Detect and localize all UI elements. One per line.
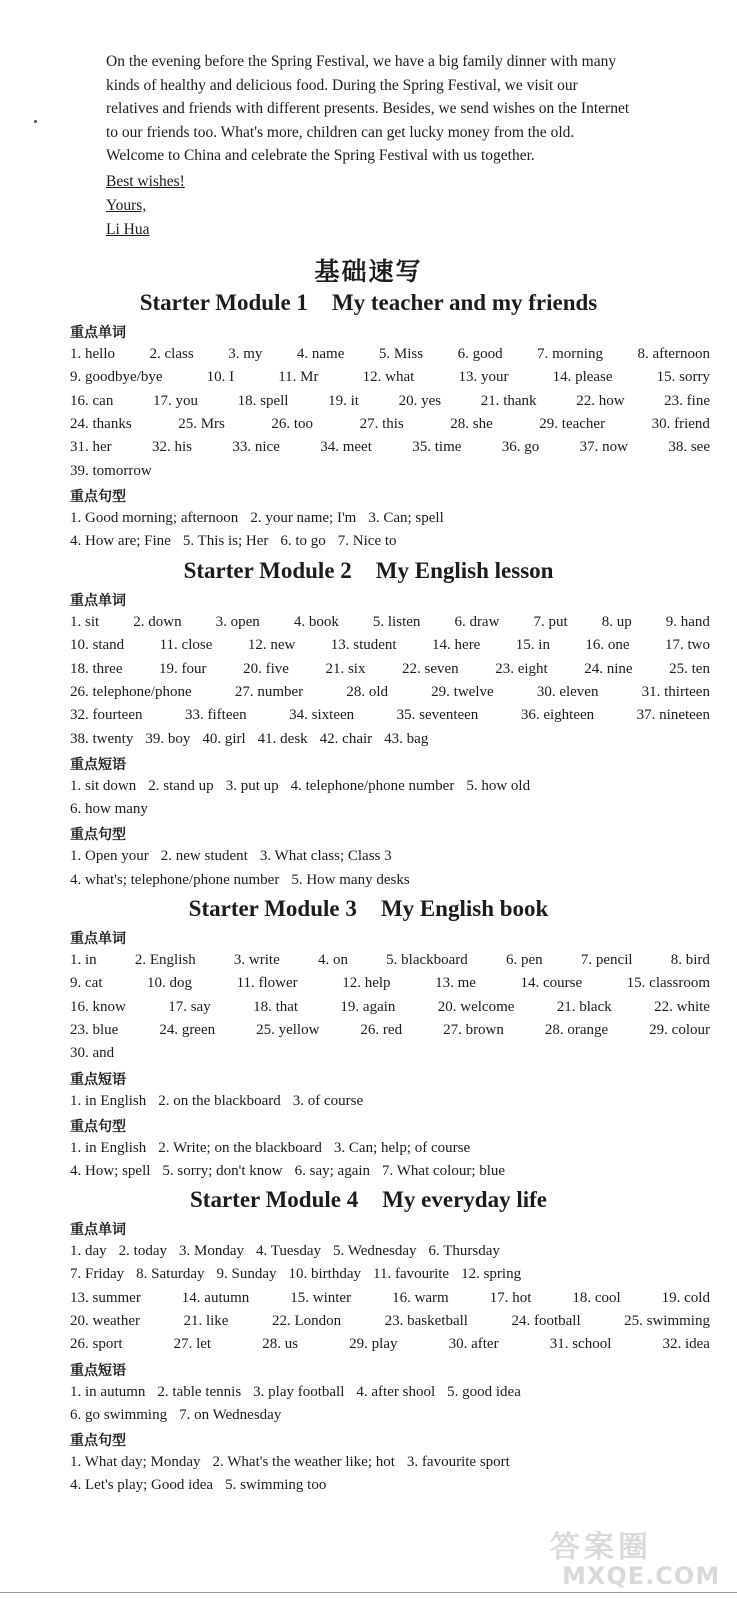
module-number: Starter Module 2 bbox=[183, 558, 352, 583]
module-number: Starter Module 1 bbox=[139, 290, 308, 315]
answer-line bbox=[70, 463, 710, 480]
answer-item: 36. eighteen bbox=[520, 707, 595, 724]
answer-item: 39. boy bbox=[145, 730, 191, 747]
module-name: My everyday life bbox=[382, 1187, 547, 1212]
answer-line bbox=[70, 346, 710, 363]
section-heading: 重点短语 bbox=[70, 1362, 126, 1379]
answer-item: 29. twelve bbox=[431, 683, 494, 700]
answer-item: 16. can bbox=[70, 392, 114, 409]
answer-item: 35. seventeen bbox=[396, 707, 479, 724]
answer-item: 7. put bbox=[533, 614, 568, 630]
answer-item: 31. her bbox=[70, 439, 112, 456]
answer-item: 13. summer bbox=[70, 1289, 141, 1306]
answer-item: 28. orange bbox=[544, 1021, 609, 1038]
answer-item: 22. London bbox=[271, 1312, 342, 1329]
answer-item: 5. good idea bbox=[447, 1383, 521, 1400]
answer-item: 5. How many desks bbox=[291, 871, 410, 888]
answer-item: 24. thanks bbox=[70, 415, 132, 432]
answer-item: 2. stand up bbox=[148, 777, 214, 794]
section-heading: 重点单词 bbox=[70, 931, 126, 947]
answer-item: 7. pencil bbox=[580, 952, 633, 968]
answer-item: 9. cat bbox=[70, 975, 103, 992]
answer-item: 32. fourteen bbox=[70, 707, 143, 724]
answer-item: 2. today bbox=[118, 1243, 167, 1259]
answer-line bbox=[70, 975, 710, 992]
answer-item: 19. again bbox=[340, 998, 396, 1015]
closing-line: Best wishes! bbox=[106, 173, 185, 190]
answer-item: 17. you bbox=[152, 392, 198, 409]
answer-item: 36. go bbox=[501, 439, 540, 456]
module-number: Starter Module 3 bbox=[188, 896, 357, 921]
answer-line bbox=[70, 1163, 710, 1180]
answer-item: 2. English bbox=[134, 952, 196, 968]
answer-line bbox=[70, 707, 710, 724]
answer-item: 15. in bbox=[515, 637, 550, 654]
section-heading: 重点句型 bbox=[70, 827, 126, 844]
answer-item: 2. new student bbox=[160, 848, 248, 865]
answer-item: 19. four bbox=[159, 660, 207, 677]
answer-line bbox=[70, 999, 710, 1016]
answer-item: 17. two bbox=[665, 637, 710, 654]
answer-item: 28. she bbox=[450, 415, 493, 432]
answer-item: 8. Saturday bbox=[136, 1266, 205, 1283]
answer-item: 14. autumn bbox=[181, 1289, 250, 1306]
answer-item: 2. table tennis bbox=[157, 1383, 242, 1400]
answer-item: 21. six bbox=[325, 660, 366, 677]
answer-item: 19. it bbox=[328, 392, 359, 409]
answer-item: 4. after shool bbox=[356, 1383, 436, 1400]
answer-item: 37. now bbox=[579, 439, 628, 456]
module-name: My English lesson bbox=[375, 558, 554, 583]
answer-line bbox=[70, 369, 710, 386]
answer-item: 18. that bbox=[253, 998, 299, 1015]
answer-line bbox=[70, 1384, 710, 1401]
answer-item: 3. put up bbox=[225, 777, 279, 794]
letter-line: Welcome to China and celebrate the Spring Festival with us together. bbox=[106, 147, 535, 164]
answer-item: 41. desk bbox=[257, 730, 308, 747]
answer-item: 23. basketball bbox=[384, 1312, 468, 1329]
answer-item: 5. how old bbox=[466, 777, 531, 794]
answer-item: 1. Open your bbox=[70, 848, 149, 865]
answer-item: 7. Nice to bbox=[337, 533, 397, 550]
answer-item: 15. classroom bbox=[626, 975, 710, 992]
answer-item: 17. hot bbox=[489, 1289, 532, 1306]
answer-item: 1. day bbox=[70, 1243, 107, 1259]
answer-item: 7. on Wednesday bbox=[179, 1406, 282, 1423]
answer-item: 6. pen bbox=[506, 952, 543, 968]
answer-item: 16. warm bbox=[392, 1289, 449, 1306]
answer-item: 3. open bbox=[215, 614, 260, 630]
section-heading: 重点句型 bbox=[70, 488, 126, 505]
answer-item: 2. What's the weather like; hot bbox=[212, 1454, 395, 1471]
answer-line bbox=[70, 416, 710, 433]
answer-item: 5. Wednesday bbox=[333, 1243, 417, 1259]
answer-item: 9. goodbye/bye bbox=[70, 369, 163, 386]
answer-item: 8. bird bbox=[670, 952, 710, 968]
section-heading: 重点单词 bbox=[70, 1222, 126, 1238]
answer-item: 26. sport bbox=[70, 1336, 123, 1353]
watermark-logo bbox=[540, 1522, 730, 1594]
answer-item: 2. Write; on the blackboard bbox=[158, 1139, 322, 1156]
answer-item: 33. fifteen bbox=[185, 707, 247, 724]
answer-item: 4. name bbox=[296, 346, 345, 362]
answer-item: 29. play bbox=[349, 1336, 398, 1353]
letter-line: kinds of healthy and delicious food. During the Spring Festival, we visit our bbox=[106, 76, 578, 94]
answer-item: 23. blue bbox=[70, 1021, 119, 1038]
answer-item: 27. number bbox=[234, 683, 304, 700]
answer-item: 15. winter bbox=[290, 1289, 352, 1306]
answer-item: 1. in autumn bbox=[70, 1383, 146, 1400]
answer-item: 37. nineteen bbox=[636, 707, 710, 724]
answer-item: 4. Let's play; Good idea bbox=[70, 1477, 214, 1494]
section-heading: 重点短语 bbox=[70, 1071, 126, 1088]
answer-item: 31. school bbox=[549, 1336, 612, 1353]
answer-item: 1. What day; Monday bbox=[70, 1454, 201, 1471]
answer-item: 4. book bbox=[293, 614, 339, 630]
answer-item: 10. birthday bbox=[288, 1266, 361, 1283]
answer-line bbox=[70, 1477, 710, 1494]
answer-item: 30. and bbox=[70, 1045, 115, 1062]
answer-line bbox=[70, 1336, 710, 1353]
answer-item: 24. nine bbox=[584, 660, 633, 677]
answer-item: 33. nice bbox=[232, 439, 280, 456]
module-title bbox=[0, 558, 737, 584]
answer-item: 14. please bbox=[552, 369, 613, 386]
answer-item: 19. cold bbox=[661, 1289, 710, 1306]
answer-item: 3. Can; help; of course bbox=[333, 1139, 471, 1156]
answer-item: 2. your name; I'm bbox=[250, 509, 357, 526]
answer-item: 11. Mr bbox=[278, 369, 319, 386]
answer-item: 20. five bbox=[243, 660, 289, 677]
letter-line: relatives and friends with different presents. Besides, we send wishes on the Internet bbox=[106, 100, 630, 117]
answer-item: 39. tomorrow bbox=[70, 462, 152, 479]
answer-item: 1. hello bbox=[70, 346, 115, 362]
answer-line bbox=[70, 510, 710, 527]
answer-item: 1. in English bbox=[70, 1092, 147, 1109]
answer-item: 25. swimming bbox=[624, 1312, 710, 1329]
answer-item: 13. student bbox=[330, 637, 397, 654]
answer-item: 1. in bbox=[70, 952, 97, 968]
answer-item: 7. What colour; blue bbox=[382, 1163, 506, 1180]
answer-item: 17. say bbox=[168, 998, 211, 1015]
answer-item: 28. old bbox=[346, 683, 388, 700]
answer-item: 13. your bbox=[458, 369, 509, 386]
section-heading: 重点短语 bbox=[70, 756, 126, 773]
answer-item: 1. Good morning; afternoon bbox=[70, 509, 239, 526]
answer-item: 12. help bbox=[342, 975, 391, 992]
answer-item: 1. sit down bbox=[70, 777, 137, 794]
answer-item: 38. see bbox=[668, 439, 710, 456]
bottom-rule bbox=[0, 1592, 737, 1593]
answer-item: 3. What class; Class 3 bbox=[259, 848, 392, 865]
signature-name: Li Hua bbox=[106, 221, 150, 238]
answer-item: 12. spring bbox=[461, 1266, 522, 1283]
answer-item: 4. what's; telephone/phone number bbox=[70, 871, 280, 888]
answer-item: 15. sorry bbox=[656, 369, 710, 386]
answer-item: 4. telephone/phone number bbox=[290, 777, 455, 794]
answer-line bbox=[70, 684, 710, 701]
answer-item: 25. yellow bbox=[256, 1021, 320, 1038]
answer-item: 12. what bbox=[362, 369, 415, 386]
answer-item: 29. teacher bbox=[539, 415, 606, 432]
answer-line bbox=[70, 1290, 710, 1307]
letter-signature bbox=[106, 170, 185, 242]
answer-item: 43. bag bbox=[384, 730, 429, 747]
answer-item: 6. good bbox=[457, 346, 503, 362]
answer-item: 22. white bbox=[654, 998, 710, 1015]
answer-item: 18. three bbox=[70, 660, 123, 677]
answer-item: 18. cool bbox=[572, 1289, 621, 1306]
answer-item: 7. Friday bbox=[70, 1266, 125, 1283]
answer-line bbox=[70, 952, 710, 969]
answer-item: 23. eight bbox=[495, 660, 548, 677]
answer-item: 4. How are; Fine bbox=[70, 533, 171, 550]
answer-item: 2. down bbox=[133, 614, 182, 630]
yours-line: Yours, bbox=[106, 197, 147, 214]
answer-item: 4. How; spell bbox=[70, 1163, 151, 1180]
answer-item: 3. favourite sport bbox=[406, 1454, 510, 1471]
answer-item: 2. class bbox=[149, 346, 194, 362]
answer-item: 3. of course bbox=[292, 1092, 364, 1109]
answer-item: 3. play football bbox=[253, 1383, 345, 1400]
answer-item: 24. green bbox=[159, 1021, 216, 1038]
answer-item: 24. football bbox=[511, 1312, 581, 1329]
answer-item: 9. hand bbox=[665, 614, 710, 630]
answer-item: 6. say; again bbox=[294, 1163, 371, 1180]
answer-item: 26. telephone/phone bbox=[70, 683, 192, 700]
answer-line bbox=[70, 1407, 710, 1424]
answer-item: 1. sit bbox=[70, 614, 100, 630]
answer-item: 4. Tuesday bbox=[256, 1243, 322, 1259]
answer-item: 20. yes bbox=[398, 392, 442, 409]
watermark-cn: 答案圈 bbox=[550, 1530, 652, 1565]
answer-line bbox=[70, 872, 710, 889]
answer-item: 5. listen bbox=[372, 614, 421, 630]
answer-item: 30. after bbox=[448, 1336, 499, 1353]
answer-item: 28. us bbox=[262, 1336, 299, 1353]
answer-item: 4. on bbox=[317, 952, 348, 968]
answer-item: 29. colour bbox=[649, 1021, 710, 1038]
module-title bbox=[0, 290, 737, 316]
answer-item: 21. thank bbox=[480, 392, 537, 409]
answer-line bbox=[70, 614, 710, 631]
answer-item: 32. his bbox=[152, 439, 193, 456]
answer-item: 9. Sunday bbox=[216, 1266, 277, 1283]
answer-item: 23. fine bbox=[664, 392, 710, 409]
answer-item: 6. Thursday bbox=[428, 1243, 500, 1259]
answer-item: 11. favourite bbox=[373, 1266, 450, 1283]
answer-item: 30. friend bbox=[651, 415, 710, 432]
answer-item: 6. draw bbox=[454, 614, 500, 630]
answer-item: 38. twenty bbox=[70, 730, 134, 747]
answer-item: 32. idea bbox=[662, 1336, 710, 1353]
page-title: 基础速写 bbox=[314, 257, 423, 286]
answer-item: 16. one bbox=[585, 637, 630, 654]
answer-item: 27. let bbox=[173, 1336, 212, 1353]
section-heading: 重点单词 bbox=[70, 593, 126, 609]
module-title bbox=[0, 896, 737, 922]
module-number: Starter Module 4 bbox=[190, 1187, 359, 1212]
answer-item: 20. weather bbox=[70, 1312, 140, 1329]
answer-item: 10. dog bbox=[147, 975, 193, 992]
answer-item: 7. morning bbox=[537, 346, 603, 362]
answer-item: 3. Can; spell bbox=[368, 509, 444, 526]
answer-item: 26. red bbox=[360, 1021, 403, 1038]
answer-line bbox=[70, 1454, 710, 1471]
answer-item: 14. here bbox=[432, 637, 481, 654]
answer-item: 6. how many bbox=[70, 801, 148, 818]
answer-item: 30. eleven bbox=[536, 683, 599, 700]
answer-line bbox=[70, 1140, 710, 1157]
answer-line bbox=[70, 1045, 710, 1062]
watermark-en: MXQE.COM bbox=[562, 1562, 721, 1590]
answer-item: 12. new bbox=[247, 637, 296, 654]
section-heading: 重点单词 bbox=[70, 325, 126, 341]
answer-item: 27. this bbox=[359, 415, 404, 432]
answer-line bbox=[70, 637, 710, 654]
answer-item: 11. close bbox=[159, 637, 213, 654]
answer-item: 2. on the blackboard bbox=[158, 1092, 281, 1109]
answer-item: 14. course bbox=[520, 975, 583, 992]
answer-item: 3. write bbox=[233, 952, 280, 968]
section-heading: 重点句型 bbox=[70, 1433, 126, 1450]
answer-item: 34. meet bbox=[320, 439, 372, 456]
answer-item: 16. know bbox=[70, 998, 126, 1015]
letter-line: On the evening before the Spring Festival, we have a big family dinner with many bbox=[106, 53, 617, 70]
answer-item: 18. spell bbox=[237, 392, 289, 409]
answer-item: 5. This is; Her bbox=[182, 533, 269, 550]
answer-line bbox=[70, 533, 710, 550]
answer-item: 21. like bbox=[183, 1312, 229, 1329]
answer-item: 6. to go bbox=[280, 533, 326, 550]
answer-line bbox=[70, 1093, 710, 1110]
answer-item: 40. girl bbox=[202, 730, 246, 747]
answer-item: 13. me bbox=[435, 975, 476, 992]
section-heading: 重点句型 bbox=[70, 1118, 126, 1135]
answer-item: 25. ten bbox=[669, 660, 710, 677]
answer-item: 6. go swimming bbox=[70, 1406, 168, 1423]
answer-line bbox=[70, 801, 710, 818]
margin-dot bbox=[34, 120, 37, 123]
answer-item: 25. Mrs bbox=[178, 415, 225, 432]
answer-line bbox=[70, 848, 710, 865]
module-title bbox=[0, 1187, 737, 1213]
answer-item: 42. chair bbox=[319, 730, 373, 747]
answer-line bbox=[70, 661, 710, 678]
answer-item: 8. up bbox=[601, 614, 632, 630]
answer-line bbox=[70, 1313, 710, 1330]
answer-line bbox=[70, 731, 710, 748]
answer-item: 3. Monday bbox=[179, 1243, 244, 1259]
answer-item: 26. too bbox=[271, 415, 314, 432]
answer-item: 1. in English bbox=[70, 1139, 147, 1156]
answer-line bbox=[70, 1022, 710, 1039]
answer-item: 8. afternoon bbox=[637, 346, 710, 362]
answer-item: 22. how bbox=[576, 392, 625, 409]
answer-item: 10. I bbox=[206, 369, 235, 386]
letter-line: to our friends too. What's more, children can get lucky money from the old. bbox=[106, 123, 575, 141]
module-name: My teacher and my friends bbox=[331, 290, 598, 315]
answer-item: 34. sixteen bbox=[289, 707, 355, 724]
answer-item: 35. time bbox=[412, 439, 462, 456]
answer-item: 5. sorry; don't know bbox=[162, 1163, 283, 1180]
letter-body bbox=[106, 50, 721, 168]
answer-line bbox=[70, 1266, 710, 1283]
answer-item: 3. my bbox=[228, 346, 263, 362]
answer-line bbox=[70, 1243, 710, 1260]
answer-item: 31. thirteen bbox=[641, 683, 710, 700]
answer-item: 5. swimming too bbox=[225, 1477, 327, 1494]
answer-item: 11. flower bbox=[236, 975, 298, 992]
answer-item: 22. seven bbox=[402, 660, 459, 677]
answer-item: 5. blackboard bbox=[386, 952, 468, 968]
answer-item: 20. welcome bbox=[437, 998, 515, 1015]
answer-line bbox=[70, 778, 710, 795]
answer-line bbox=[70, 393, 710, 410]
answer-item: 27. brown bbox=[443, 1021, 504, 1038]
module-name: My English book bbox=[380, 896, 549, 921]
answer-line bbox=[70, 439, 710, 456]
answer-item: 5. Miss bbox=[378, 346, 424, 362]
answer-item: 21. black bbox=[556, 998, 612, 1015]
answer-item: 10. stand bbox=[70, 637, 125, 654]
